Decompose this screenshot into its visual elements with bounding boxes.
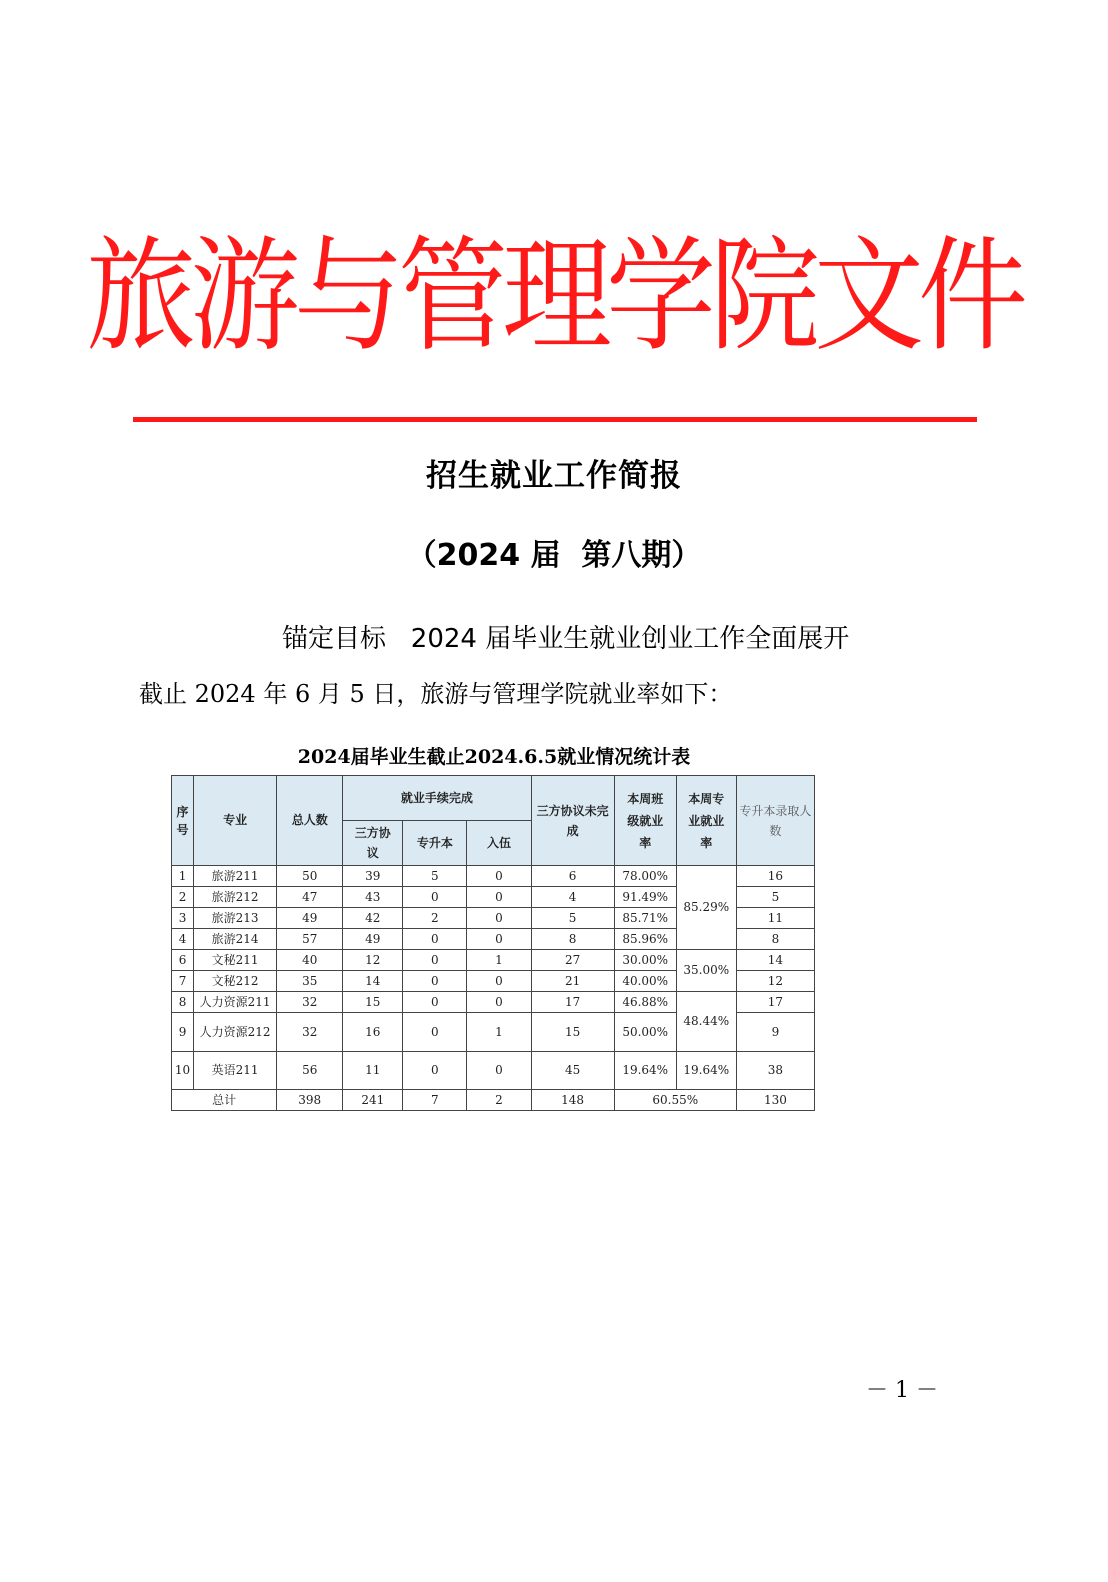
red-divider [133, 417, 977, 422]
cell-tripartite: 49 [343, 929, 403, 950]
cell-class-rate: 85.96% [614, 929, 676, 950]
total-rate: 60.55% [614, 1090, 736, 1111]
cell-total: 57 [277, 929, 343, 950]
cell-upgrade: 0 [403, 887, 467, 908]
bulletin-title: 招生就业工作简报 [426, 458, 682, 494]
table-row [172, 1052, 815, 1090]
cell-tripartite: 43 [343, 887, 403, 908]
table-row [172, 950, 815, 971]
cell-class-rate: 19.64% [614, 1052, 676, 1090]
cell-incomplete: 6 [531, 866, 614, 887]
cell-admitted: 5 [736, 887, 814, 908]
cell-incomplete: 45 [531, 1052, 614, 1090]
cell-enlist: 0 [467, 971, 531, 992]
cell-enlist: 0 [467, 866, 531, 887]
header-enlist: 入伍 [467, 821, 531, 866]
total-tripartite: 241 [343, 1090, 403, 1111]
cell-no: 7 [172, 971, 194, 992]
cell-major: 旅游213 [194, 908, 277, 929]
header-major-rate: 本周专业就业率 [676, 776, 736, 866]
cell-no: 4 [172, 929, 194, 950]
header-admitted: 专升本录取人数 [736, 776, 814, 866]
cell-enlist: 1 [467, 950, 531, 971]
cell-class-rate: 85.71% [614, 908, 676, 929]
cell-major: 文秘211 [194, 950, 277, 971]
cell-no: 10 [172, 1052, 194, 1090]
cell-admitted: 38 [736, 1052, 814, 1090]
intro-paragraph: 截止 2024 年 6 月 5 日，旅游与管理学院就业率如下： [139, 680, 733, 708]
header-incomplete: 三方协议未完成 [531, 776, 614, 866]
cell-admitted: 8 [736, 929, 814, 950]
table-row [172, 866, 815, 887]
cell-incomplete: 17 [531, 992, 614, 1013]
cell-class-rate: 40.00% [614, 971, 676, 992]
cell-enlist: 0 [467, 908, 531, 929]
table-row [172, 992, 815, 1013]
cell-no: 8 [172, 992, 194, 1013]
cell-tripartite: 39 [343, 866, 403, 887]
employment-stats-table [171, 775, 815, 1111]
cell-class-rate: 78.00% [614, 866, 676, 887]
cell-tripartite: 15 [343, 992, 403, 1013]
cell-no: 3 [172, 908, 194, 929]
cell-major: 旅游214 [194, 929, 277, 950]
cell-admitted: 12 [736, 971, 814, 992]
cell-tripartite: 16 [343, 1013, 403, 1052]
cell-total: 56 [277, 1052, 343, 1090]
cell-major: 人力资源212 [194, 1013, 277, 1052]
cell-tripartite: 14 [343, 971, 403, 992]
cell-major-rate: 48.44% [676, 992, 736, 1052]
header-total: 总人数 [277, 776, 343, 866]
cell-tripartite: 12 [343, 950, 403, 971]
total-upgrade: 7 [403, 1090, 467, 1111]
cell-total: 50 [277, 866, 343, 887]
cell-major-rate: 85.29% [676, 866, 736, 950]
cell-enlist: 1 [467, 1013, 531, 1052]
cell-upgrade: 0 [403, 950, 467, 971]
cell-enlist: 0 [467, 1052, 531, 1090]
cell-upgrade: 0 [403, 971, 467, 992]
header-completed-group: 就业手续完成 [343, 776, 531, 821]
header-no: 序号 [172, 776, 194, 866]
cell-no: 6 [172, 950, 194, 971]
total-admitted: 130 [736, 1090, 814, 1111]
total-incomplete: 148 [531, 1090, 614, 1111]
cell-total: 35 [277, 971, 343, 992]
cell-major: 人力资源211 [194, 992, 277, 1013]
cell-no: 1 [172, 866, 194, 887]
header-upgrade: 专升本 [403, 821, 467, 866]
cell-admitted: 14 [736, 950, 814, 971]
header-class-rate: 本周班级就业率 [614, 776, 676, 866]
cell-admitted: 9 [736, 1013, 814, 1052]
cell-major: 文秘212 [194, 971, 277, 992]
cell-tripartite: 42 [343, 908, 403, 929]
cell-incomplete: 27 [531, 950, 614, 971]
cell-enlist: 0 [467, 929, 531, 950]
cell-major: 旅游211 [194, 866, 277, 887]
cell-total: 32 [277, 992, 343, 1013]
cell-upgrade: 0 [403, 1052, 467, 1090]
cell-incomplete: 8 [531, 929, 614, 950]
cell-no: 2 [172, 887, 194, 908]
masthead-title: 旅游与管理学院文件 [86, 224, 1022, 368]
cell-tripartite: 11 [343, 1052, 403, 1090]
cell-class-rate: 50.00% [614, 1013, 676, 1052]
cell-enlist: 0 [467, 887, 531, 908]
cell-total: 32 [277, 1013, 343, 1052]
total-label: 总计 [172, 1090, 277, 1111]
cell-total: 47 [277, 887, 343, 908]
cell-no: 9 [172, 1013, 194, 1052]
cell-class-rate: 46.88% [614, 992, 676, 1013]
cell-major: 英语211 [194, 1052, 277, 1090]
total-enlist: 2 [467, 1090, 531, 1111]
cell-admitted: 17 [736, 992, 814, 1013]
cell-major-rate: 19.64% [676, 1052, 736, 1090]
cell-incomplete: 5 [531, 908, 614, 929]
cell-upgrade: 5 [403, 866, 467, 887]
cell-enlist: 0 [467, 992, 531, 1013]
cell-class-rate: 91.49% [614, 887, 676, 908]
header-tripartite: 三方协议 [343, 821, 403, 866]
total-count: 398 [277, 1090, 343, 1111]
issue-number: （2024 届 第八期） [406, 538, 702, 573]
cell-upgrade: 0 [403, 992, 467, 1013]
cell-major-rate: 35.00% [676, 950, 736, 992]
cell-upgrade: 0 [403, 929, 467, 950]
cell-incomplete: 21 [531, 971, 614, 992]
cell-upgrade: 0 [403, 1013, 467, 1052]
header-major: 专业 [194, 776, 277, 866]
page-number: － 1 － [866, 1378, 938, 1403]
cell-total: 49 [277, 908, 343, 929]
table-total-row [172, 1090, 815, 1111]
cell-incomplete: 4 [531, 887, 614, 908]
cell-incomplete: 15 [531, 1013, 614, 1052]
table-caption: 2024届毕业生截止2024.6.5就业情况统计表 [297, 746, 691, 768]
article-headline: 锚定目标 2024 届毕业生就业创业工作全面展开 [282, 624, 850, 654]
cell-admitted: 16 [736, 866, 814, 887]
cell-class-rate: 30.00% [614, 950, 676, 971]
cell-admitted: 11 [736, 908, 814, 929]
cell-total: 40 [277, 950, 343, 971]
cell-upgrade: 2 [403, 908, 467, 929]
cell-major: 旅游212 [194, 887, 277, 908]
